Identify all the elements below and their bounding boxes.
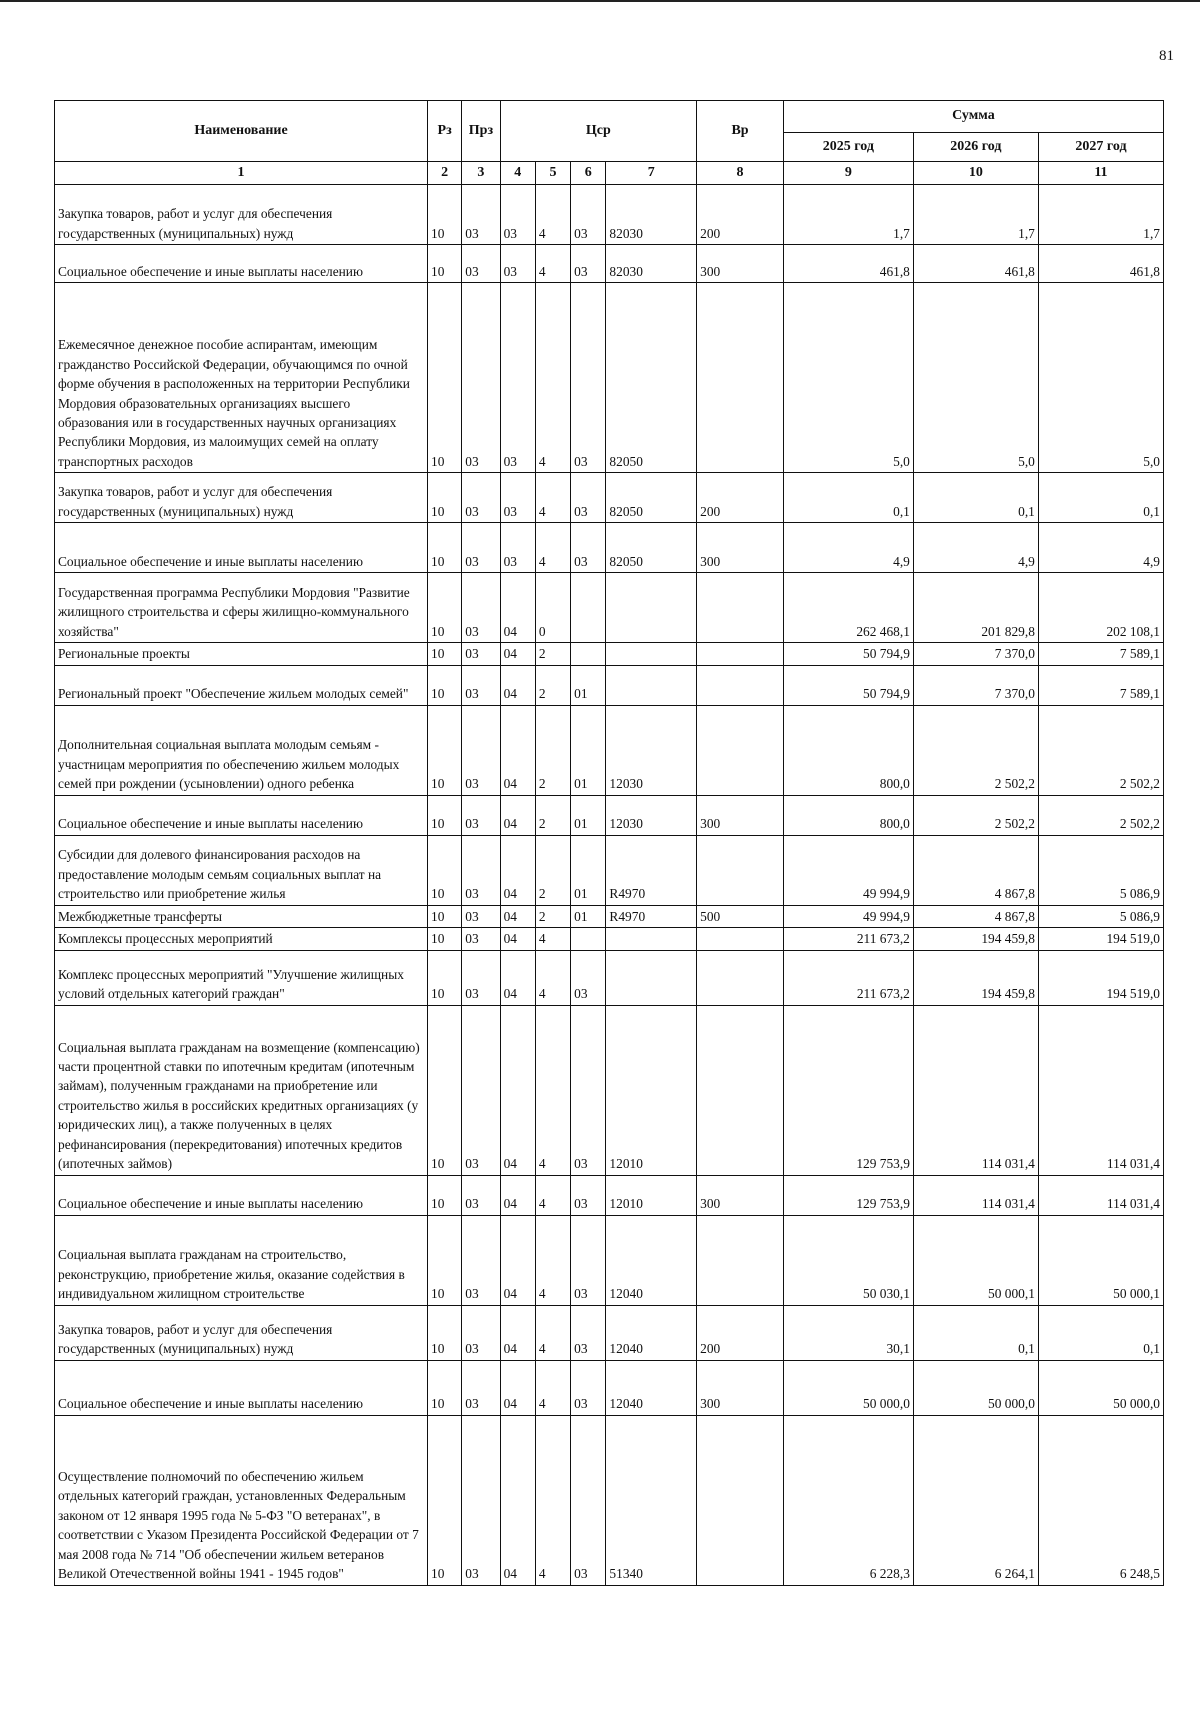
table-row xyxy=(55,835,1164,905)
row-sum-2026: 50 000,1 xyxy=(913,1215,1038,1305)
row-prz: 03 xyxy=(462,283,500,473)
colnum: 5 xyxy=(535,162,570,185)
row-sum-2026: 2 502,2 xyxy=(913,795,1038,835)
row-csr-6: 01 xyxy=(571,905,606,927)
table-row xyxy=(55,1175,1164,1215)
row-sum-2025: 6 228,3 xyxy=(783,1415,913,1585)
row-csr-5: 4 xyxy=(535,473,570,523)
row-rz: 10 xyxy=(428,1175,462,1215)
row-rz: 10 xyxy=(428,1305,462,1360)
row-sum-2027: 0,1 xyxy=(1038,1305,1163,1360)
row-sum-2025: 0,1 xyxy=(783,473,913,523)
row-csr-5: 4 xyxy=(535,185,570,245)
row-csr-5: 2 xyxy=(535,643,570,665)
row-sum-2025: 211 673,2 xyxy=(783,928,913,950)
row-sum-2027: 6 248,5 xyxy=(1038,1415,1163,1585)
row-prz: 03 xyxy=(462,1415,500,1585)
row-sum-2027: 1,7 xyxy=(1038,185,1163,245)
row-csr-5: 4 xyxy=(535,245,570,283)
row-csr-4: 04 xyxy=(500,905,535,927)
colnum: 1 xyxy=(55,162,428,185)
row-csr-5: 2 xyxy=(535,905,570,927)
row-csr-7 xyxy=(606,643,697,665)
row-vr xyxy=(697,283,784,473)
row-vr: 200 xyxy=(697,473,784,523)
colnum: 4 xyxy=(500,162,535,185)
row-name: Комплекс процессных мероприятий "Улучшение жилищных условий отдельных категорий граждан" xyxy=(55,950,428,1005)
header-rz: Рз xyxy=(428,101,462,162)
row-csr-6 xyxy=(571,573,606,643)
row-prz: 03 xyxy=(462,928,500,950)
table-row xyxy=(55,643,1164,665)
row-rz: 10 xyxy=(428,928,462,950)
row-sum-2027: 7 589,1 xyxy=(1038,665,1163,705)
row-sum-2027: 461,8 xyxy=(1038,245,1163,283)
header-sum: Сумма xyxy=(783,101,1163,133)
row-csr-4: 03 xyxy=(500,473,535,523)
page-number: 81 xyxy=(1159,48,1174,64)
row-csr-4: 04 xyxy=(500,1175,535,1215)
row-sum-2025: 211 673,2 xyxy=(783,950,913,1005)
row-csr-6: 03 xyxy=(571,245,606,283)
row-prz: 03 xyxy=(462,1305,500,1360)
colnum: 3 xyxy=(462,162,500,185)
row-sum-2026: 5,0 xyxy=(913,283,1038,473)
row-csr-6: 03 xyxy=(571,283,606,473)
row-csr-4: 03 xyxy=(500,523,535,573)
row-prz: 03 xyxy=(462,1215,500,1305)
row-csr-7 xyxy=(606,573,697,643)
row-vr xyxy=(697,1215,784,1305)
row-csr-6: 03 xyxy=(571,185,606,245)
row-sum-2027: 7 589,1 xyxy=(1038,643,1163,665)
row-sum-2025: 461,8 xyxy=(783,245,913,283)
row-rz: 10 xyxy=(428,1415,462,1585)
row-sum-2025: 50 794,9 xyxy=(783,665,913,705)
row-sum-2025: 1,7 xyxy=(783,185,913,245)
row-csr-4: 04 xyxy=(500,643,535,665)
header-row-top xyxy=(55,101,1164,133)
row-sum-2026: 4 867,8 xyxy=(913,905,1038,927)
row-csr-4: 04 xyxy=(500,835,535,905)
row-csr-7: 12030 xyxy=(606,795,697,835)
row-sum-2027: 5,0 xyxy=(1038,283,1163,473)
row-csr-4: 04 xyxy=(500,1215,535,1305)
row-name: Межбюджетные трансферты xyxy=(55,905,428,927)
row-csr-6: 03 xyxy=(571,1415,606,1585)
colnum: 11 xyxy=(1038,162,1163,185)
header-year-2027: 2027 год xyxy=(1038,133,1163,162)
header-prz: Прз xyxy=(462,101,500,162)
table-row xyxy=(55,950,1164,1005)
row-name: Ежемесячное денежное пособие аспирантам, имеющим гражданство Российской Федерации, обучающимся по очной форме обучения в расположенных на территории Республики Мордовия образовательных организациях высшего образования или в государственных научных организациях Республики Мордовия, из малоимущих семей на оплату транспортных расходов xyxy=(55,283,428,473)
row-vr: 200 xyxy=(697,1305,784,1360)
row-csr-5: 4 xyxy=(535,1415,570,1585)
row-name: Социальное обеспечение и иные выплаты населению xyxy=(55,1175,428,1215)
row-sum-2026: 4,9 xyxy=(913,523,1038,573)
table-row xyxy=(55,1360,1164,1415)
row-sum-2026: 7 370,0 xyxy=(913,665,1038,705)
row-csr-5: 4 xyxy=(535,1005,570,1175)
row-csr-6 xyxy=(571,643,606,665)
row-vr xyxy=(697,665,784,705)
row-vr: 300 xyxy=(697,1360,784,1415)
row-csr-5: 4 xyxy=(535,1360,570,1415)
row-csr-4: 04 xyxy=(500,1005,535,1175)
row-vr xyxy=(697,1005,784,1175)
row-sum-2027: 194 519,0 xyxy=(1038,928,1163,950)
table-row xyxy=(55,185,1164,245)
row-sum-2027: 4,9 xyxy=(1038,523,1163,573)
table-row xyxy=(55,705,1164,795)
row-sum-2027: 202 108,1 xyxy=(1038,573,1163,643)
row-sum-2025: 49 994,9 xyxy=(783,905,913,927)
row-sum-2025: 262 468,1 xyxy=(783,573,913,643)
row-sum-2027: 50 000,1 xyxy=(1038,1215,1163,1305)
row-csr-4: 04 xyxy=(500,1415,535,1585)
row-csr-5: 4 xyxy=(535,1175,570,1215)
row-name: Социальная выплата гражданам на строительство, реконструкцию, приобретение жилья, оказание содействия в индивидуальном жилищном строительстве xyxy=(55,1215,428,1305)
table-row xyxy=(55,665,1164,705)
row-name: Дополнительная социальная выплата молодым семьям - участницам мероприятия по обеспечению жильем молодых семей при рождении (усыновлении) одного ребенка xyxy=(55,705,428,795)
row-csr-5: 0 xyxy=(535,573,570,643)
row-sum-2025: 50 000,0 xyxy=(783,1360,913,1415)
row-csr-4: 04 xyxy=(500,1305,535,1360)
row-sum-2026: 50 000,0 xyxy=(913,1360,1038,1415)
row-csr-7: 12010 xyxy=(606,1005,697,1175)
row-sum-2027: 194 519,0 xyxy=(1038,950,1163,1005)
row-rz: 10 xyxy=(428,905,462,927)
row-csr-5: 2 xyxy=(535,665,570,705)
table-row xyxy=(55,1305,1164,1360)
header-name: Наименование xyxy=(55,101,428,162)
row-vr: 200 xyxy=(697,185,784,245)
row-csr-6: 01 xyxy=(571,705,606,795)
row-csr-6 xyxy=(571,928,606,950)
row-sum-2025: 800,0 xyxy=(783,795,913,835)
row-csr-6: 03 xyxy=(571,1215,606,1305)
row-csr-5: 4 xyxy=(535,950,570,1005)
column-numbers-row xyxy=(55,162,1164,185)
row-csr-4: 03 xyxy=(500,185,535,245)
header-year-2025: 2025 год xyxy=(783,133,913,162)
row-vr xyxy=(697,928,784,950)
row-sum-2027: 5 086,9 xyxy=(1038,905,1163,927)
row-csr-7: 82050 xyxy=(606,283,697,473)
colnum: 7 xyxy=(606,162,697,185)
row-vr: 300 xyxy=(697,523,784,573)
row-csr-7: 12010 xyxy=(606,1175,697,1215)
row-sum-2026: 1,7 xyxy=(913,185,1038,245)
row-csr-7: 12040 xyxy=(606,1215,697,1305)
row-csr-4: 04 xyxy=(500,795,535,835)
row-csr-7: 82050 xyxy=(606,523,697,573)
row-prz: 03 xyxy=(462,665,500,705)
row-name: Закупка товаров, работ и услуг для обеспечения государственных (муниципальных) нужд xyxy=(55,185,428,245)
row-name: Региональный проект "Обеспечение жильем молодых семей" xyxy=(55,665,428,705)
row-name: Закупка товаров, работ и услуг для обеспечения государственных (муниципальных) нужд xyxy=(55,1305,428,1360)
row-name: Социальное обеспечение и иные выплаты населению xyxy=(55,795,428,835)
table-row xyxy=(55,245,1164,283)
table-row xyxy=(55,1215,1164,1305)
row-prz: 03 xyxy=(462,835,500,905)
row-rz: 10 xyxy=(428,1360,462,1415)
row-sum-2026: 0,1 xyxy=(913,1305,1038,1360)
row-sum-2025: 4,9 xyxy=(783,523,913,573)
row-vr xyxy=(697,573,784,643)
header-csr: Цср xyxy=(500,101,697,162)
row-sum-2025: 800,0 xyxy=(783,705,913,795)
row-prz: 03 xyxy=(462,905,500,927)
row-csr-5: 4 xyxy=(535,1305,570,1360)
row-rz: 10 xyxy=(428,705,462,795)
colnum: 6 xyxy=(571,162,606,185)
row-csr-7 xyxy=(606,950,697,1005)
row-prz: 03 xyxy=(462,185,500,245)
row-csr-7: 82050 xyxy=(606,473,697,523)
row-vr xyxy=(697,950,784,1005)
row-prz: 03 xyxy=(462,705,500,795)
row-name: Социальное обеспечение и иные выплаты населению xyxy=(55,245,428,283)
row-name: Субсидии для долевого финансирования расходов на предоставление молодым семьям социальных выплат на строительство или приобретение жилья xyxy=(55,835,428,905)
row-prz: 03 xyxy=(462,523,500,573)
row-name: Комплексы процессных мероприятий xyxy=(55,928,428,950)
row-rz: 10 xyxy=(428,795,462,835)
table-row xyxy=(55,795,1164,835)
row-rz: 10 xyxy=(428,835,462,905)
row-csr-7: 82030 xyxy=(606,185,697,245)
row-csr-5: 4 xyxy=(535,928,570,950)
row-rz: 10 xyxy=(428,950,462,1005)
row-csr-5: 4 xyxy=(535,1215,570,1305)
row-csr-4: 03 xyxy=(500,245,535,283)
row-rz: 10 xyxy=(428,523,462,573)
row-sum-2027: 2 502,2 xyxy=(1038,795,1163,835)
row-prz: 03 xyxy=(462,950,500,1005)
row-sum-2025: 5,0 xyxy=(783,283,913,473)
row-prz: 03 xyxy=(462,1175,500,1215)
row-csr-6: 03 xyxy=(571,1175,606,1215)
row-name: Государственная программа Республики Мордовия "Развитие жилищного строительства и сферы жилищно-коммунального хозяйства" xyxy=(55,573,428,643)
row-prz: 03 xyxy=(462,245,500,283)
table-row xyxy=(55,1415,1164,1585)
row-rz: 10 xyxy=(428,283,462,473)
row-name: Социальное обеспечение и иные выплаты населению xyxy=(55,1360,428,1415)
row-vr xyxy=(697,835,784,905)
row-prz: 03 xyxy=(462,643,500,665)
row-name: Осуществление полномочий по обеспечению жильем отдельных категорий граждан, установленных Федеральным законом от 12 января 1995 года № 5-ФЗ "О ветеранах", в соответствии с Указом Президента Российской Федерации от 7 мая 2008 года № 714 "Об обеспечении жильем ветеранов Великой Отечественной войны 1941 - 1945 годов" xyxy=(55,1415,428,1585)
row-vr xyxy=(697,1415,784,1585)
row-rz: 10 xyxy=(428,245,462,283)
row-name: Региональные проекты xyxy=(55,643,428,665)
row-csr-6: 03 xyxy=(571,1305,606,1360)
row-csr-7: 12040 xyxy=(606,1305,697,1360)
row-sum-2026: 114 031,4 xyxy=(913,1175,1038,1215)
row-vr xyxy=(697,705,784,795)
table-row xyxy=(55,905,1164,927)
row-rz: 10 xyxy=(428,573,462,643)
row-csr-7: R4970 xyxy=(606,835,697,905)
table-row xyxy=(55,1005,1164,1175)
row-sum-2026: 461,8 xyxy=(913,245,1038,283)
row-sum-2025: 50 794,9 xyxy=(783,643,913,665)
header-year-2026: 2026 год xyxy=(913,133,1038,162)
row-rz: 10 xyxy=(428,473,462,523)
row-sum-2026: 4 867,8 xyxy=(913,835,1038,905)
row-csr-6: 03 xyxy=(571,523,606,573)
row-vr: 300 xyxy=(697,795,784,835)
row-vr: 300 xyxy=(697,245,784,283)
row-rz: 10 xyxy=(428,1215,462,1305)
table-row xyxy=(55,473,1164,523)
row-sum-2025: 49 994,9 xyxy=(783,835,913,905)
budget-table xyxy=(54,100,1164,1586)
row-prz: 03 xyxy=(462,795,500,835)
row-prz: 03 xyxy=(462,1360,500,1415)
row-prz: 03 xyxy=(462,573,500,643)
row-csr-6: 03 xyxy=(571,473,606,523)
row-sum-2026: 194 459,8 xyxy=(913,928,1038,950)
table-row xyxy=(55,523,1164,573)
table-row xyxy=(55,283,1164,473)
top-rule xyxy=(0,0,1200,2)
row-csr-7: 12040 xyxy=(606,1360,697,1415)
row-csr-5: 2 xyxy=(535,835,570,905)
row-csr-5: 4 xyxy=(535,523,570,573)
row-csr-6: 01 xyxy=(571,795,606,835)
row-csr-6: 03 xyxy=(571,950,606,1005)
row-sum-2027: 0,1 xyxy=(1038,473,1163,523)
row-sum-2026: 6 264,1 xyxy=(913,1415,1038,1585)
row-csr-5: 2 xyxy=(535,795,570,835)
row-vr: 300 xyxy=(697,1175,784,1215)
row-prz: 03 xyxy=(462,473,500,523)
row-csr-5: 4 xyxy=(535,283,570,473)
header-vr: Вр xyxy=(697,101,784,162)
row-csr-7: 51340 xyxy=(606,1415,697,1585)
row-sum-2025: 30,1 xyxy=(783,1305,913,1360)
row-csr-4: 04 xyxy=(500,573,535,643)
row-csr-4: 04 xyxy=(500,705,535,795)
row-rz: 10 xyxy=(428,643,462,665)
row-csr-4: 04 xyxy=(500,1360,535,1415)
row-csr-7 xyxy=(606,665,697,705)
row-csr-4: 04 xyxy=(500,665,535,705)
row-name: Социальная выплата гражданам на возмещение (компенсацию) части процентной ставки по ипотечным кредитам (ипотечным займам), полученным гражданами на приобретение или строительство жилья в российских кредитных организациях (у юридических лиц), а также полученных в целях рефинансирования (перекредитования) ипотечных кредитов (ипотечных займов) xyxy=(55,1005,428,1175)
colnum: 8 xyxy=(697,162,784,185)
row-vr: 500 xyxy=(697,905,784,927)
row-sum-2026: 0,1 xyxy=(913,473,1038,523)
row-rz: 10 xyxy=(428,1005,462,1175)
row-csr-4: 03 xyxy=(500,283,535,473)
row-sum-2026: 7 370,0 xyxy=(913,643,1038,665)
row-rz: 10 xyxy=(428,185,462,245)
row-csr-7: 82030 xyxy=(606,245,697,283)
colnum: 9 xyxy=(783,162,913,185)
row-sum-2027: 114 031,4 xyxy=(1038,1175,1163,1215)
row-sum-2025: 50 030,1 xyxy=(783,1215,913,1305)
row-csr-5: 2 xyxy=(535,705,570,795)
row-sum-2025: 129 753,9 xyxy=(783,1005,913,1175)
row-sum-2025: 129 753,9 xyxy=(783,1175,913,1215)
row-sum-2026: 2 502,2 xyxy=(913,705,1038,795)
row-csr-4: 04 xyxy=(500,950,535,1005)
row-csr-6: 03 xyxy=(571,1360,606,1415)
row-csr-7: R4970 xyxy=(606,905,697,927)
row-prz: 03 xyxy=(462,1005,500,1175)
row-sum-2027: 5 086,9 xyxy=(1038,835,1163,905)
row-sum-2027: 2 502,2 xyxy=(1038,705,1163,795)
row-rz: 10 xyxy=(428,665,462,705)
row-sum-2027: 50 000,0 xyxy=(1038,1360,1163,1415)
colnum: 2 xyxy=(428,162,462,185)
table-row xyxy=(55,573,1164,643)
row-sum-2026: 194 459,8 xyxy=(913,950,1038,1005)
row-sum-2026: 114 031,4 xyxy=(913,1005,1038,1175)
colnum: 10 xyxy=(913,162,1038,185)
row-csr-7: 12030 xyxy=(606,705,697,795)
row-vr xyxy=(697,643,784,665)
table-body xyxy=(55,185,1164,1585)
row-csr-6: 03 xyxy=(571,1005,606,1175)
row-sum-2026: 201 829,8 xyxy=(913,573,1038,643)
row-name: Социальное обеспечение и иные выплаты населению xyxy=(55,523,428,573)
row-csr-7 xyxy=(606,928,697,950)
row-sum-2027: 114 031,4 xyxy=(1038,1005,1163,1175)
table-row xyxy=(55,928,1164,950)
row-csr-4: 04 xyxy=(500,928,535,950)
row-csr-6: 01 xyxy=(571,835,606,905)
row-name: Закупка товаров, работ и услуг для обеспечения государственных (муниципальных) нужд xyxy=(55,473,428,523)
row-csr-6: 01 xyxy=(571,665,606,705)
